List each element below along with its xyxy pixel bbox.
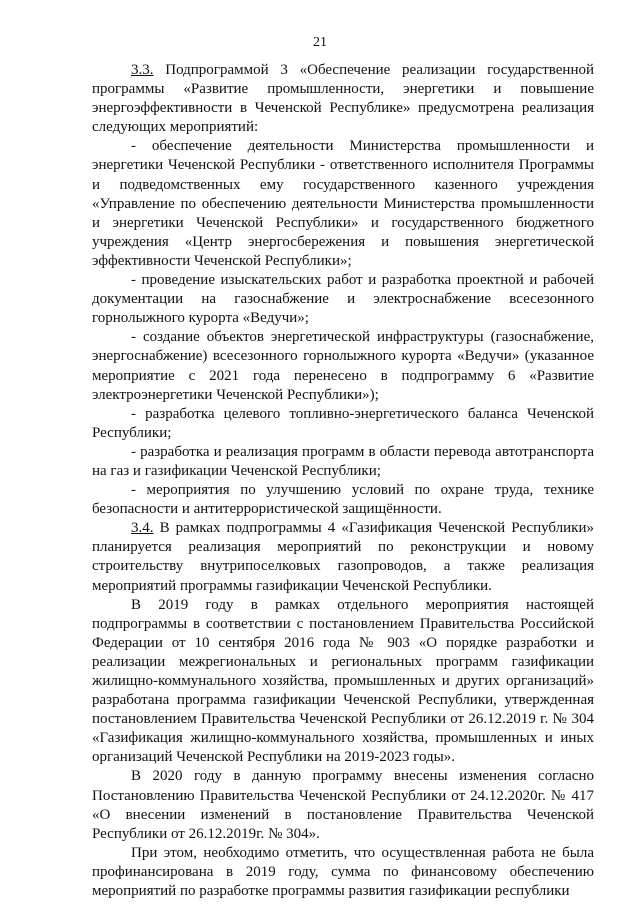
paragraph	[92, 271, 594, 328]
paragraph	[92, 61, 594, 137]
section-number: 3.4.	[131, 520, 154, 537]
paragraph-text: - мероприятия по улучшению условий по охране труда, технике безопасности и антитеррористической защищённости.	[92, 482, 594, 518]
paragraph	[92, 767, 594, 843]
paragraph	[92, 844, 594, 901]
section-number: 3.3.	[131, 62, 154, 78]
paragraph-text: В 2020 году в данную программу внесены изменения согласно Постановлению Правительства Чеченской Республики от 24.12.2020г. № 417 «О внесении изменений в постановление Правительства Чеченской Республики от 26.12.2019г. № 304».	[92, 768, 594, 842]
paragraph-text: - проведение изыскательских работ и разработка проектной и рабочей документации на газоснабжение и электроснабжение всесезонного горнолыжного курорта «Ведучи»;	[92, 272, 594, 327]
paragraph	[92, 481, 594, 519]
paragraph-text: - разработка целевого топливно-энергетического баланса Чеченской Республики;	[92, 405, 594, 441]
paragraph-text: При этом, необходимо отметить, что осуществленная работа не была профинансирована в 2019 году, сумма по финансовому обеспечению мероприятий по разработке программы развития газификации республики	[92, 844, 594, 900]
paragraph-text: В рамках подпрограммы 4 «Газификация Чеченской Республики» планируется реализация мероприятий по реконструкции и новому строительству внутрипоселковых газопроводов, а также реализация мероприятий программы газификации Чеченской Республики.	[92, 520, 594, 594]
paragraph-text: - обеспечение деятельности Министерства промышленности и энергетики Чеченской Республики - ответственного исполнителя Программы и подведомственных ему государственного казенного учреждения «Управление по обеспечению деятельности Министерства промышленности и энергетики Чеченской Республики» и государственного бюджетного учреждения «Центр энергосбережения и повышения энергетической эффективности Чеченской Республики»;	[92, 138, 594, 269]
paragraph-text: - разработка и реализация программ в области перевода автотранспорта на газ и газификации Чеченской Республики;	[92, 443, 594, 479]
paragraph-text: Подпрограммой 3 «Обеспечение реализации государственной программы «Развитие промышленности, энергетики и повышение энергоэффективности в Чеченской Республике» предусмотрена реализация следующих мероприятий:	[92, 62, 594, 136]
paragraph-text: В 2019 году в рамках отдельного мероприятия настоящей подпрограммы в соответствии с постановлением Правительства Российской Федерации от 10 сентября 2016 года № 903 «О порядке разработки и реализации межрегиональных и региональных программ газификации жилищно-коммунального хозяйства, промышленных и других организаций» разработана программа газификации Чеченской Республики, утвержденная постановлением Правительства Чеченской Республики от 26.12.2019 г. № 304 «Газификация жилищно-коммунального хозяйства, промышленных и иных организаций Чеченской Республики на 2019-2023 годы».	[92, 596, 594, 766]
document-body	[92, 61, 594, 901]
paragraph	[92, 328, 594, 404]
paragraph	[92, 405, 594, 443]
page-number: 21	[313, 35, 327, 50]
paragraph-text: - создание объектов энергетической инфраструктуры (газоснабжение, энергоснабжение) всесезонного горнолыжного курорта «Ведучи» (указанное мероприятие с 2021 года перенесено в подпрограмму 6 «Развитие электроэнергетики Чеченской Республики»);	[92, 329, 594, 403]
paragraph	[92, 137, 594, 271]
paragraph	[92, 519, 594, 595]
paragraph	[92, 596, 594, 768]
paragraph	[92, 443, 594, 481]
